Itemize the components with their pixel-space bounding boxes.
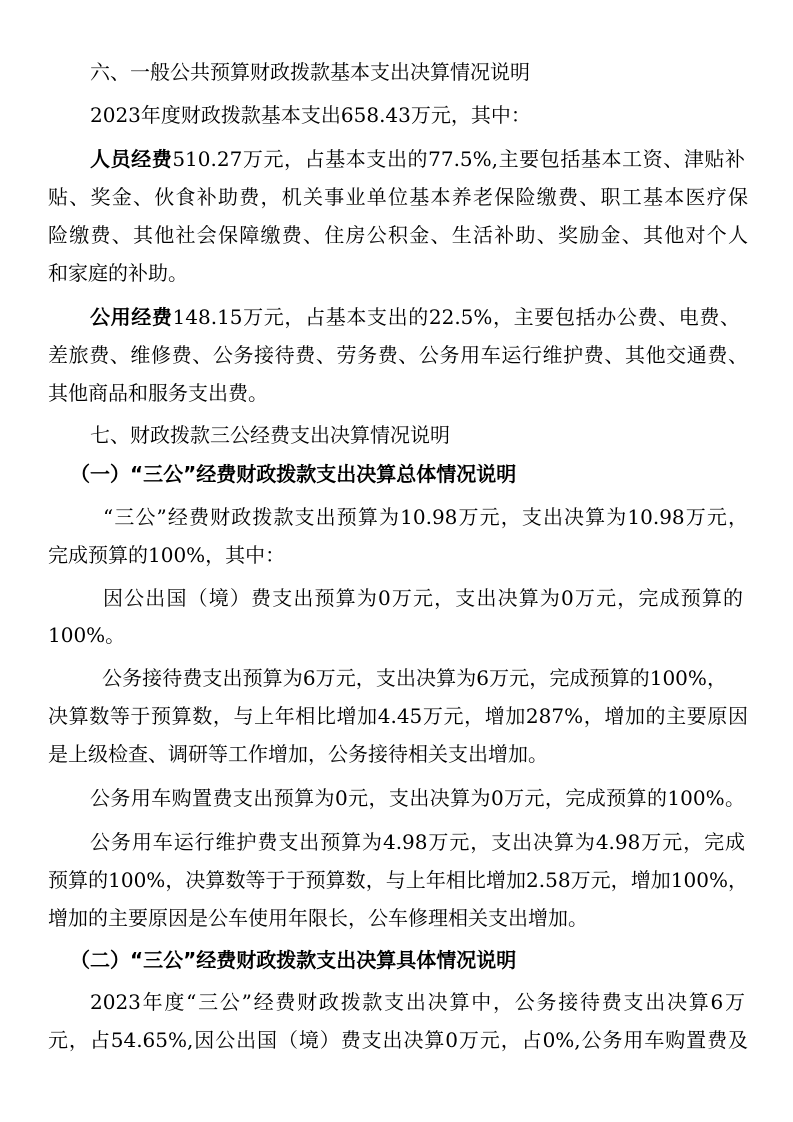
sub1-paragraph-line: 公务用车购置费支出预算为0元，支出决算为0万元，完成预算的100%。 <box>90 786 745 810</box>
sub1-paragraph-line: “三公”经费财政拨款支出预算为10.98万元，支出决算为10.98万元， <box>103 505 748 529</box>
personnel-paragraph-line: 人员经费510.27万元，占基本支出的77.5%,主要包括基本工资、津贴补 <box>90 147 745 171</box>
public-paragraph-line: 其他商品和服务支出费。 <box>48 381 268 405</box>
section-6-intro: 2023年度财政拨款基本支出658.43万元，其中： <box>90 103 531 127</box>
personnel-paragraph-line: 和家庭的补助。 <box>48 261 188 285</box>
sub1-paragraph-line: 增加的主要原因是公车使用年限长，公车修理相关支出增加。 <box>48 906 588 930</box>
public-label: 公用经费 <box>90 305 173 329</box>
sub1-paragraph-line: 决算数等于预算数，与上年相比增加4.45万元，增加287%，增加的主要原因 <box>48 704 748 728</box>
subsection-2-heading: （二）“三公”经费财政拨款支出决算具体情况说明 <box>70 948 517 972</box>
sub2-paragraph-line: 2023年度“三公”经费财政拨款支出决算中，公务接待费支出决算6万 <box>90 990 745 1014</box>
sub1-paragraph-line: 完成预算的100%，其中： <box>48 543 286 567</box>
sub1-paragraph-line: 是上级检查、调研等工作增加，公务接待相关支出增加。 <box>48 742 548 766</box>
sub1-paragraph-line: 预算的100%，决算数等于于预算数，与上年相比增加2.58万元，增加100%， <box>48 868 748 892</box>
personnel-label: 人员经费 <box>90 147 173 171</box>
subsection-1-heading: （一）“三公”经费财政拨款支出决算总体情况说明 <box>70 462 517 486</box>
public-paragraph-line: 差旅费、维修费、公务接待费、劳务费、公务用车运行维护费、其他交通费、 <box>48 343 748 367</box>
personnel-paragraph-line: 贴、奖金、伙食补助费，机关事业单位基本养老保险缴费、职工基本医疗保 <box>48 185 748 209</box>
sub1-paragraph-line: 公务用车运行维护费支出预算为4.98万元，支出决算为4.98万元，完成 <box>90 830 745 854</box>
sub1-paragraph-line: 公务接待费支出预算为6万元，支出决算为6万元，完成预算的100%， <box>102 666 727 690</box>
public-paragraph-line: 公用经费148.15万元，占基本支出的22.5%，主要包括办公费、电费、 <box>90 305 741 329</box>
section-6-heading: 六、一般公共预算财政拨款基本支出决算情况说明 <box>90 60 530 84</box>
sub1-paragraph-line: 100%。 <box>48 623 126 647</box>
sub2-paragraph-line: 元，占54.65%,因公出国（境）费支出决算0万元，占0%,公务用车购置费及 <box>48 1028 748 1052</box>
sub1-paragraph-line: 因公出国（境）费支出预算为0万元，支出决算为0万元，完成预算的 <box>103 586 743 610</box>
section-7-heading: 七、财政拨款三公经费支出决算情况说明 <box>90 423 450 447</box>
personnel-paragraph-line: 险缴费、其他社会保障缴费、住房公积金、生活补助、奖励金、其他对个人 <box>48 223 748 247</box>
